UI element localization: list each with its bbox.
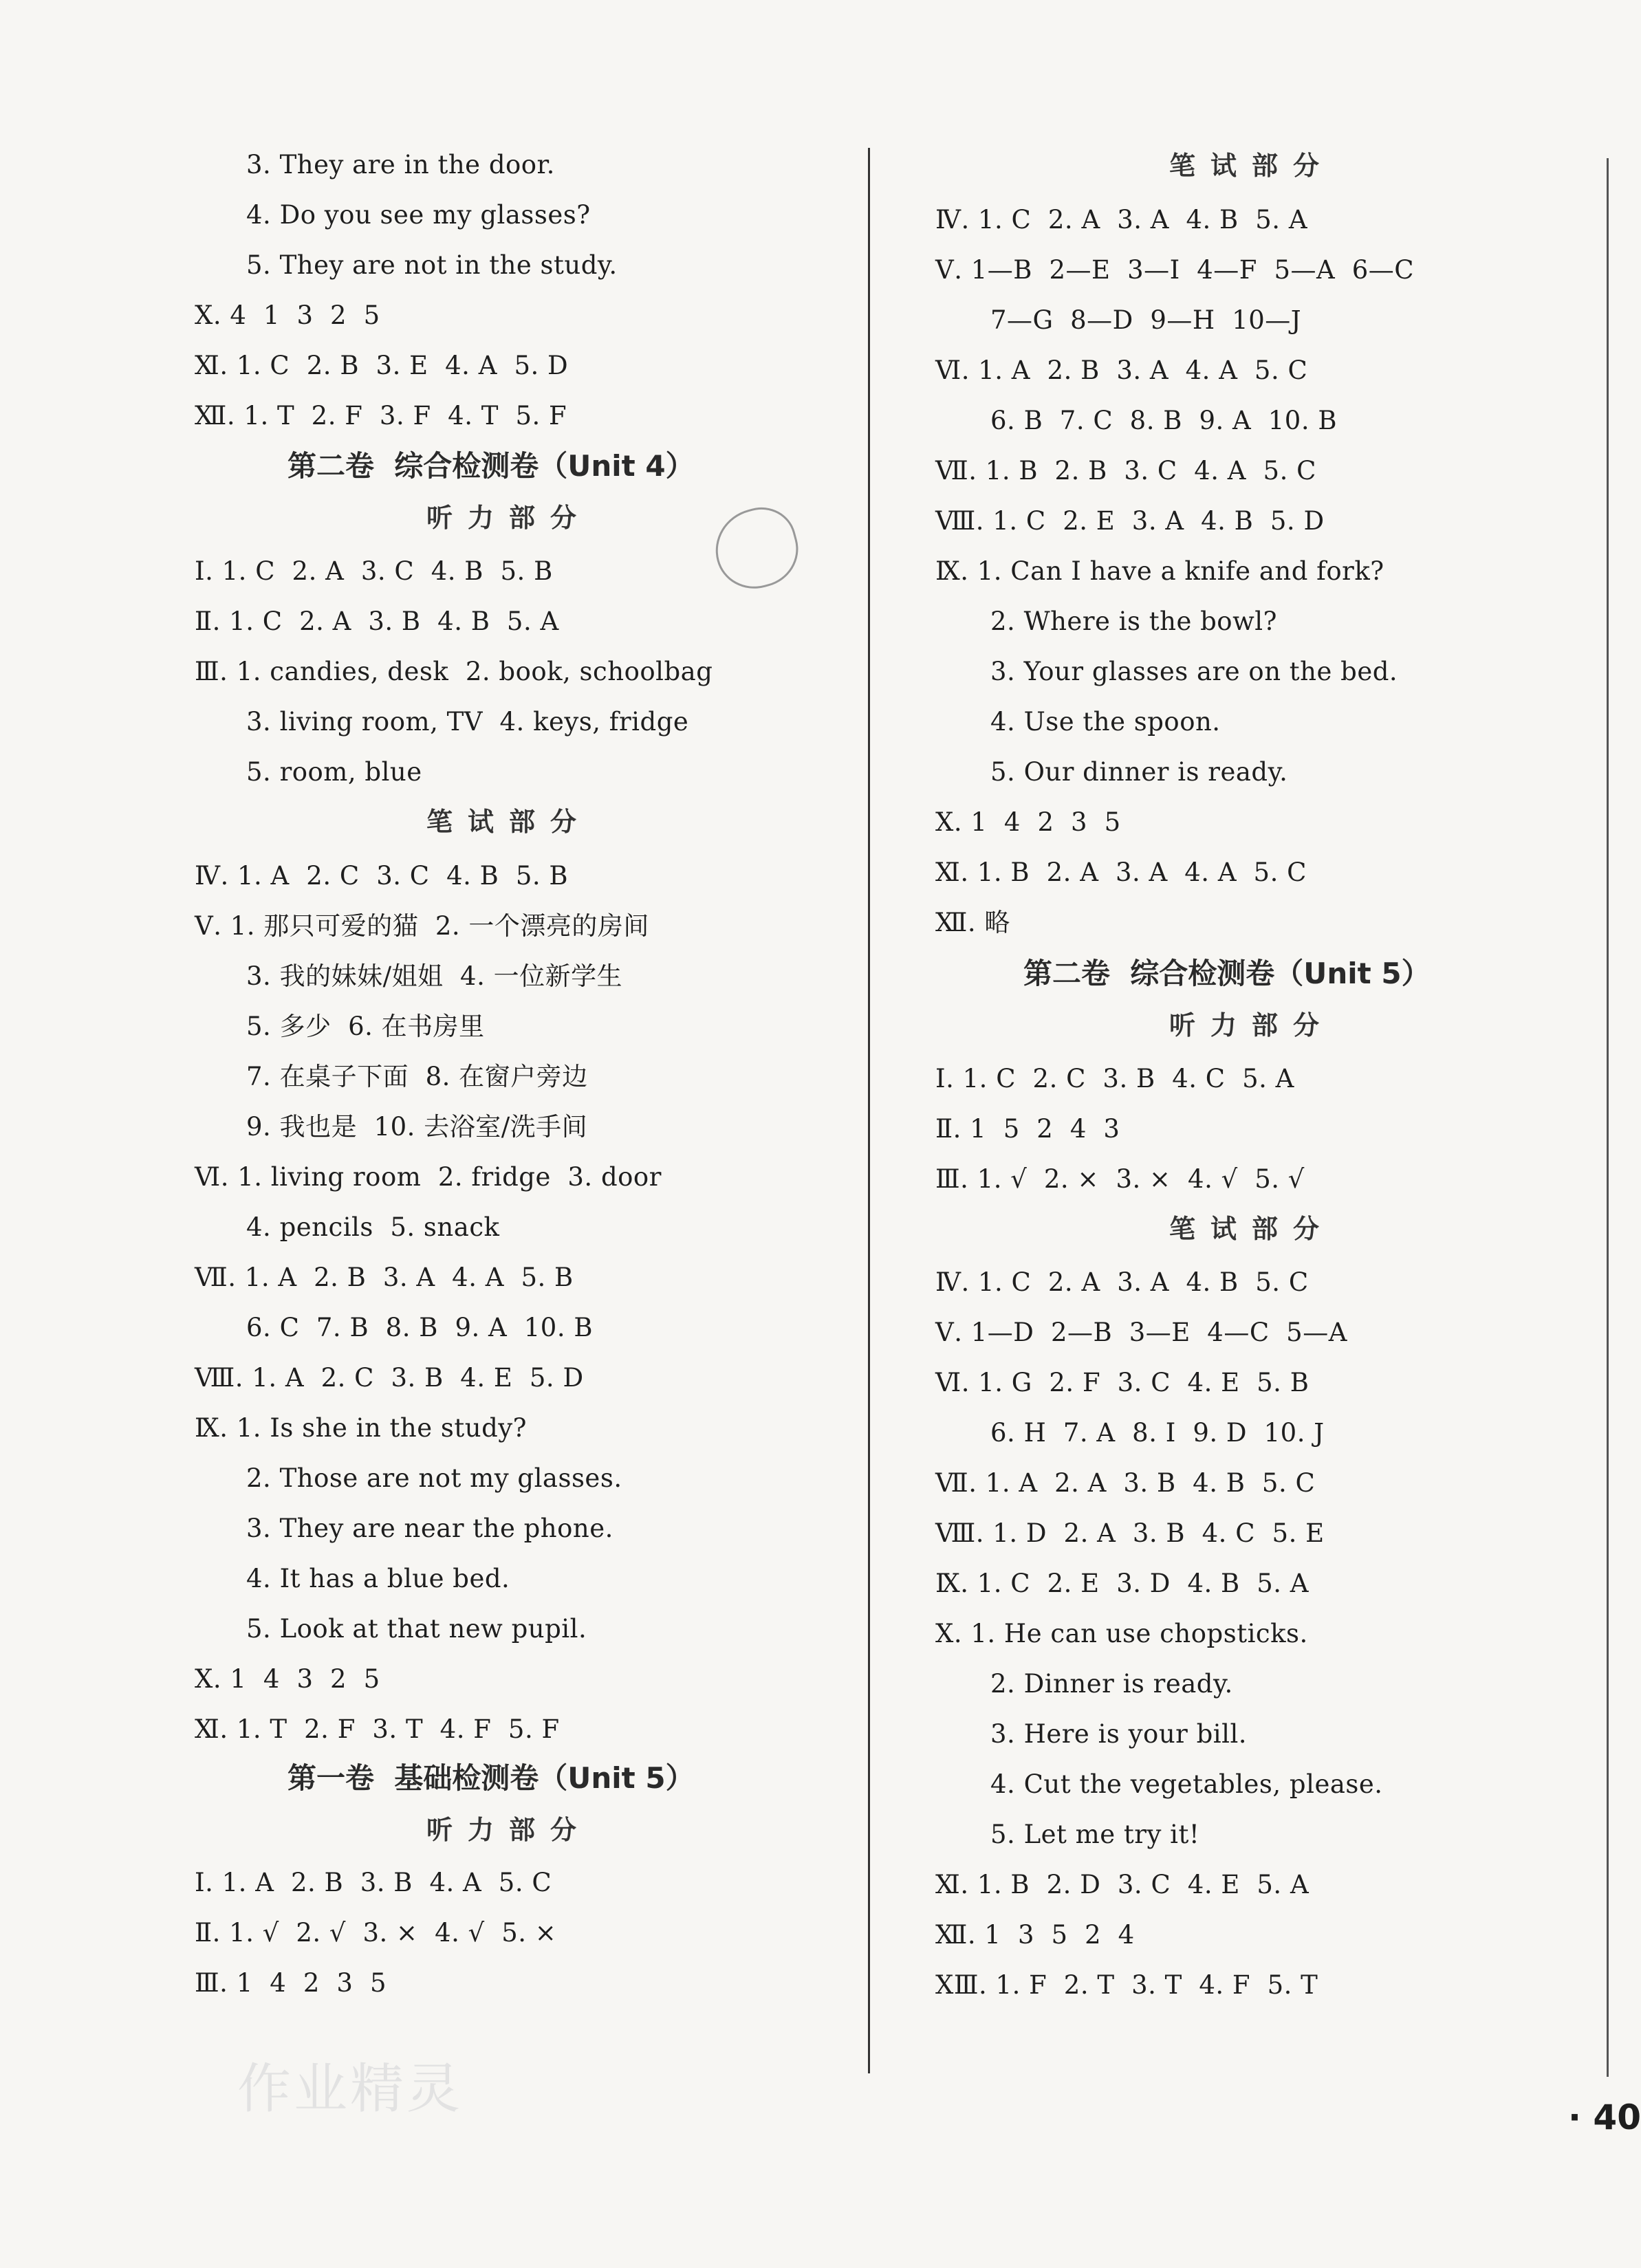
answer-line: Ⅴ. 1. 那只可爱的猫 2. 一个漂亮的房间 <box>195 911 649 941</box>
answer-line: Ⅶ. 1. A 2. A 3. B 4. B 5. C <box>935 1468 1316 1498</box>
answer-line: Ⅹ. 4 1 3 2 5 <box>195 301 380 330</box>
answer-line: Ⅷ. 1. C 2. E 3. A 4. B 5. D <box>935 506 1325 536</box>
subsection-heading: 听力部分 <box>426 503 592 533</box>
subsection-heading: 笔试部分 <box>1169 151 1335 181</box>
answer-line: 4. Cut the vegetables, please. <box>990 1769 1383 1799</box>
subsection-heading: 笔试部分 <box>1169 1214 1335 1244</box>
answer-line: 4. It has a blue bed. <box>246 1564 510 1593</box>
answer-line: Ⅵ. 1. A 2. B 3. A 4. A 5. C <box>935 356 1308 385</box>
subsection-heading: 听力部分 <box>426 1815 592 1845</box>
answer-line: Ⅱ. 1. √ 2. √ 3. × 4. √ 5. × <box>195 1918 557 1948</box>
answer-line: 2. Those are not my glasses. <box>246 1463 622 1493</box>
answer-line: Ⅲ. 1. candies, desk 2. book, schoolbag <box>195 657 713 686</box>
answer-line: Ⅸ. 1. Is she in the study? <box>195 1413 528 1443</box>
answer-line: 5. 多少 6. 在书房里 <box>246 1012 485 1041</box>
answer-line: 2. Where is the bowl? <box>990 607 1277 636</box>
answer-line: Ⅵ. 1. G 2. F 3. C 4. E 5. B <box>935 1368 1309 1397</box>
answer-line: 6. B 7. C 8. B 9. A 10. B <box>990 406 1338 435</box>
answer-line: Ⅴ. 1—B 2—E 3—I 4—F 5—A 6—C <box>935 255 1415 285</box>
answer-line: Ⅶ. 1. A 2. B 3. A 4. A 5. B <box>195 1263 574 1292</box>
answer-line: Ⅳ. 1. C 2. A 3. A 4. B 5. C <box>935 1267 1309 1297</box>
section-heading: 第二卷 综合检测卷（Unit 5） <box>1023 957 1431 990</box>
page-number: · 40 <box>1568 2097 1641 2137</box>
answer-line: 4. pencils 5. snack <box>246 1212 500 1242</box>
answer-line: 3. Your glasses are on the bed. <box>990 657 1398 686</box>
answer-line: Ⅷ. 1. D 2. A 3. B 4. C 5. E <box>935 1518 1325 1548</box>
answer-line: 5. room, blue <box>246 757 422 787</box>
answer-line: 3. They are in the door. <box>246 150 555 179</box>
answer-line: Ⅺ. 1. B 2. A 3. A 4. A 5. C <box>935 858 1307 887</box>
answer-line: Ⅱ. 1. C 2. A 3. B 4. B 5. A <box>195 607 559 636</box>
answer-line: Ⅲ. 1. √ 2. × 3. × 4. √ 5. √ <box>935 1164 1305 1194</box>
answer-line: 5. Our dinner is ready. <box>990 757 1288 787</box>
answer-line: Ⅵ. 1. living room 2. fridge 3. door <box>195 1162 662 1192</box>
answer-line: 4. Do you see my glasses? <box>246 200 591 230</box>
answer-line: 2. Dinner is ready. <box>990 1669 1233 1699</box>
watermark-text: 作业精灵 <box>237 2058 464 2120</box>
answer-line: 5. They are not in the study. <box>246 250 618 280</box>
answer-line: Ⅻ. 略 <box>935 908 1010 937</box>
answer-line: Ⅲ. 1 4 2 3 5 <box>195 1968 387 1998</box>
answer-line: Ⅺ. 1. T 2. F 3. T 4. F 5. F <box>195 1714 560 1744</box>
answer-line: Ⅺ. 1. C 2. B 3. E 4. A 5. D <box>195 351 569 380</box>
answer-line: 3. They are near the phone. <box>246 1514 613 1543</box>
answer-line: 9. 我也是 10. 去浴室/洗手间 <box>246 1112 588 1142</box>
subsection-heading: 笔试部分 <box>426 807 592 837</box>
answer-line: 3. living room, TV 4. keys, fridge <box>246 707 689 737</box>
answer-line: Ⅷ. 1. A 2. C 3. B 4. E 5. D <box>195 1363 584 1393</box>
column-divider <box>868 148 870 2073</box>
answer-line: 3. 我的妹妹/姐姐 4. 一位新学生 <box>246 961 623 991</box>
section-heading: 第二卷 综合检测卷（Unit 4） <box>287 449 695 483</box>
answer-line: Ⅻ. 1 3 5 2 4 <box>935 1920 1135 1950</box>
answer-line: Ⅸ. 1. Can I have a knife and fork? <box>935 556 1384 586</box>
answer-line: Ⅰ. 1. A 2. B 3. B 4. A 5. C <box>195 1868 552 1897</box>
page-edge-line <box>1607 158 1609 2077</box>
answer-line: 5. Look at that new pupil. <box>246 1614 587 1644</box>
stamp-logo <box>706 499 807 597</box>
answer-line: Ⅴ. 1—D 2—B 3—E 4—C 5—A <box>935 1318 1347 1347</box>
answer-line: Ⅳ. 1. A 2. C 3. C 4. B 5. B <box>195 861 569 891</box>
subsection-heading: 听力部分 <box>1169 1010 1335 1040</box>
answer-line: 6. C 7. B 8. B 9. A 10. B <box>246 1313 594 1342</box>
answer-line: Ⅹ. 1 4 2 3 5 <box>935 807 1121 837</box>
answer-line: Ⅳ. 1. C 2. A 3. A 4. B 5. A <box>935 205 1308 235</box>
answer-line: 4. Use the spoon. <box>990 707 1221 737</box>
answer-line: Ⅰ. 1. C 2. C 3. B 4. C 5. A <box>935 1064 1294 1093</box>
answer-line: Ⅺ. 1. B 2. D 3. C 4. E 5. A <box>935 1870 1309 1899</box>
answer-line: 7. 在桌子下面 8. 在窗户旁边 <box>246 1062 588 1091</box>
answer-line: Ⅻ. 1. T 2. F 3. F 4. T 5. F <box>195 401 567 430</box>
answer-line: ⅩⅢ. 1. F 2. T 3. T 4. F 5. T <box>935 1970 1318 2000</box>
answer-line: Ⅶ. 1. B 2. B 3. C 4. A 5. C <box>935 456 1316 486</box>
answer-line: Ⅹ. 1. He can use chopsticks. <box>935 1619 1308 1648</box>
answer-line: Ⅱ. 1 5 2 4 3 <box>935 1114 1120 1144</box>
answer-line: 7—G 8—D 9—H 10—J <box>990 305 1302 335</box>
answer-line: 6. H 7. A 8. I 9. D 10. J <box>990 1418 1325 1448</box>
answer-line: Ⅸ. 1. C 2. E 3. D 4. B 5. A <box>935 1569 1309 1598</box>
answer-line: Ⅹ. 1 4 3 2 5 <box>195 1664 380 1694</box>
answer-line: 5. Let me try it! <box>990 1820 1200 1849</box>
answer-line: 3. Here is your bill. <box>990 1719 1248 1749</box>
answer-line: Ⅰ. 1. C 2. A 3. C 4. B 5. B <box>195 556 553 586</box>
section-heading: 第一卷 基础检测卷（Unit 5） <box>287 1761 695 1795</box>
